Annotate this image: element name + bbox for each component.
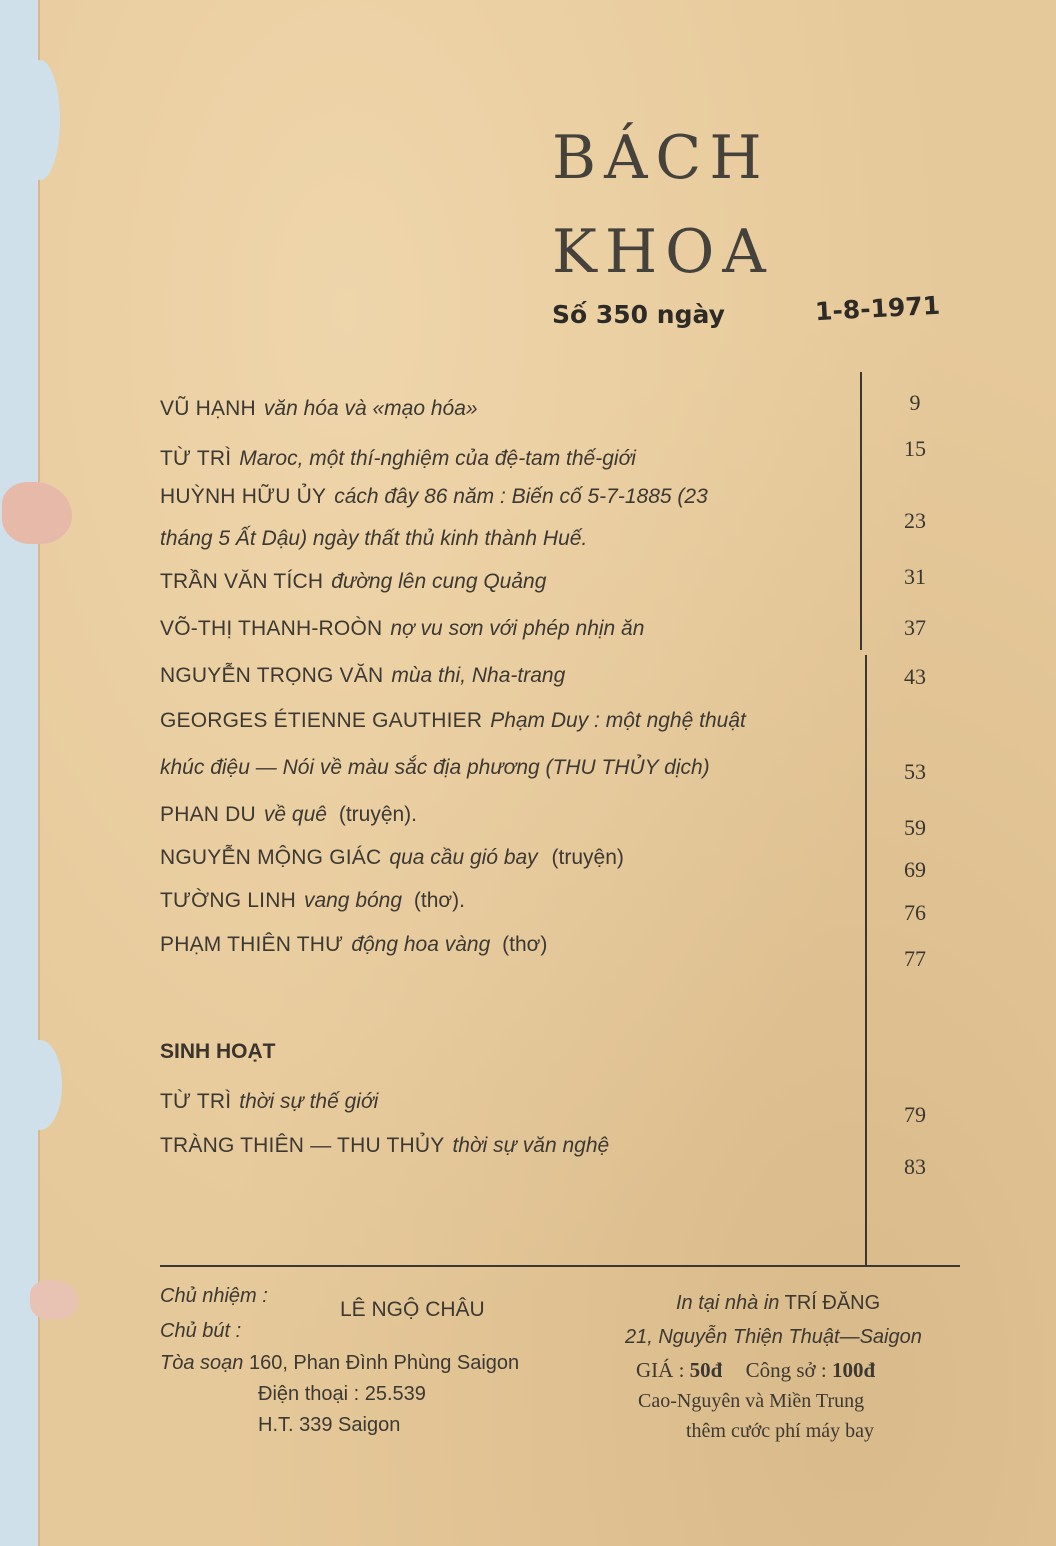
toc-page: 9 — [909, 390, 921, 415]
toc-note: (truyện) — [551, 846, 624, 869]
toc-author: VŨ HẠNH — [160, 397, 256, 420]
toc-entry — [160, 709, 746, 733]
toc-page: 79 — [904, 1102, 926, 1127]
toc-page: 23 — [904, 508, 926, 533]
toc-title: nợ vu sơn với phép nhịn ăn — [390, 617, 645, 640]
toc-title-continued: khúc điệu — Nói về màu sắc địa phương (THU THỦY dịch) — [160, 756, 710, 779]
column-rule — [865, 655, 867, 1265]
column-rule — [860, 372, 862, 650]
toc-title: về quê — [263, 803, 327, 826]
toc-entry — [160, 397, 478, 421]
toc-title: thời sự văn nghệ — [452, 1134, 610, 1157]
toc-author: VÕ-THỊ THANH-ROÒN — [160, 617, 383, 640]
toc-page: 77 — [904, 946, 926, 971]
toc-entry — [160, 933, 547, 957]
toc-title: động hoa vàng — [351, 933, 491, 956]
toc-author: HUỲNH HỮU ỦY — [160, 485, 327, 508]
toc-author: NGUYỄN MỘNG GIÁC — [160, 846, 382, 869]
toc-note: (thơ). — [413, 889, 465, 912]
toc-title: mùa thi, Nha-trang — [391, 664, 566, 687]
toc-author: TƯỜNG LINH — [160, 889, 296, 912]
toc-page: 69 — [904, 857, 926, 882]
editor-name: LÊ NGỘ CHÂU — [340, 1298, 485, 1321]
phone-number: Điện thoại : 25.539 — [258, 1383, 426, 1405]
masthead-title-line1: BÁCH — [552, 123, 770, 193]
price-line — [636, 1358, 875, 1383]
chu-but-label: Chủ bút : — [160, 1320, 242, 1342]
toc-entry — [160, 846, 624, 870]
office-price-value: 100đ — [831, 1358, 876, 1382]
toc-note: (truyện). — [338, 803, 418, 826]
torn-paper-mark — [30, 1280, 78, 1320]
toc-page: 53 — [904, 759, 926, 784]
toc-entry — [160, 570, 546, 594]
toc-author: TỪ TRÌ — [160, 447, 232, 470]
printer-address: 21, Nguyễn Thiện Thuật—Saigon — [625, 1326, 922, 1348]
region-note: Cao-Nguyên và Miền Trung — [638, 1390, 865, 1412]
printer-line — [676, 1292, 880, 1315]
toc-page: 59 — [904, 815, 926, 840]
price-value: 50đ — [689, 1358, 723, 1382]
toc-title: Maroc, một thí-nghiệm của đệ-tam thế-giới — [239, 447, 636, 470]
toc-title: vang bóng — [303, 889, 403, 912]
issue-date: 1-8-1971 — [814, 290, 941, 327]
toc-author: PHẠM THIÊN THƯ — [160, 933, 344, 956]
issue-number: Số 350 ngày — [552, 300, 725, 329]
toc-title: cách đây 86 năm : Biến cố 5-7-1885 (23 — [334, 485, 708, 508]
toc-author: TRẦN VĂN TÍCH — [160, 570, 324, 593]
toc-page: 15 — [904, 436, 926, 461]
toc-title: qua cầu gió bay — [389, 846, 538, 869]
toc-author: GEORGES ÉTIENNE GAUTHIER — [160, 709, 483, 732]
toc-page: 83 — [904, 1154, 926, 1179]
toc-title: thời sự thế giới — [239, 1090, 379, 1113]
office-price-label: Công sở : — [745, 1358, 827, 1382]
toc-author: NGUYỄN TRỌNG VĂN — [160, 664, 384, 687]
toc-page: 43 — [904, 664, 926, 689]
toc-entry — [160, 664, 565, 688]
masthead-title-line2: KHOA — [552, 217, 774, 287]
footer-rule — [160, 1265, 960, 1267]
section-heading: SINH HOẠT — [160, 1040, 276, 1063]
toc-author: TRÀNG THIÊN — THU THỦY — [160, 1134, 445, 1157]
chu-nhiem-label: Chủ nhiệm : — [160, 1285, 268, 1307]
toc-entry — [160, 617, 644, 641]
toc-note: (thơ) — [502, 933, 548, 956]
toc-page: 31 — [904, 564, 926, 589]
airmail-note: thêm cước phí máy bay — [686, 1420, 875, 1442]
toa-soan-address: 160, Phan Đình Phùng Saigon — [248, 1352, 520, 1374]
toc-author: PHAN DU — [160, 803, 256, 826]
toc-title: đường lên cung Quảng — [331, 570, 547, 593]
toc-entry — [160, 1090, 378, 1114]
toc-page: 76 — [904, 900, 926, 925]
toc-title: Phạm Duy : một nghệ thuật — [490, 709, 746, 732]
toc-title: văn hóa và «mạo hóa» — [263, 397, 478, 420]
toc-entry — [160, 447, 636, 471]
printer-label: In tại nhà in — [676, 1292, 780, 1314]
toc-entry — [160, 889, 465, 913]
toc-entry — [160, 1134, 609, 1158]
toc-entry — [160, 803, 417, 827]
toc-author: TỪ TRÌ — [160, 1090, 232, 1113]
torn-edge — [18, 1040, 62, 1130]
toc-page: 37 — [904, 615, 926, 640]
toa-soan-label: Tòa soạn — [160, 1352, 244, 1374]
po-box: H.T. 339 Saigon — [258, 1414, 401, 1436]
printer-name: TRÍ ĐĂNG — [784, 1292, 881, 1314]
office-address — [160, 1352, 519, 1375]
toc-entry — [160, 485, 708, 509]
price-label: GIÁ : — [636, 1358, 685, 1382]
torn-edge — [20, 60, 60, 180]
toc-title-continued: tháng 5 Ất Dậu) ngày thất thủ kinh thành Huế. — [160, 527, 588, 550]
